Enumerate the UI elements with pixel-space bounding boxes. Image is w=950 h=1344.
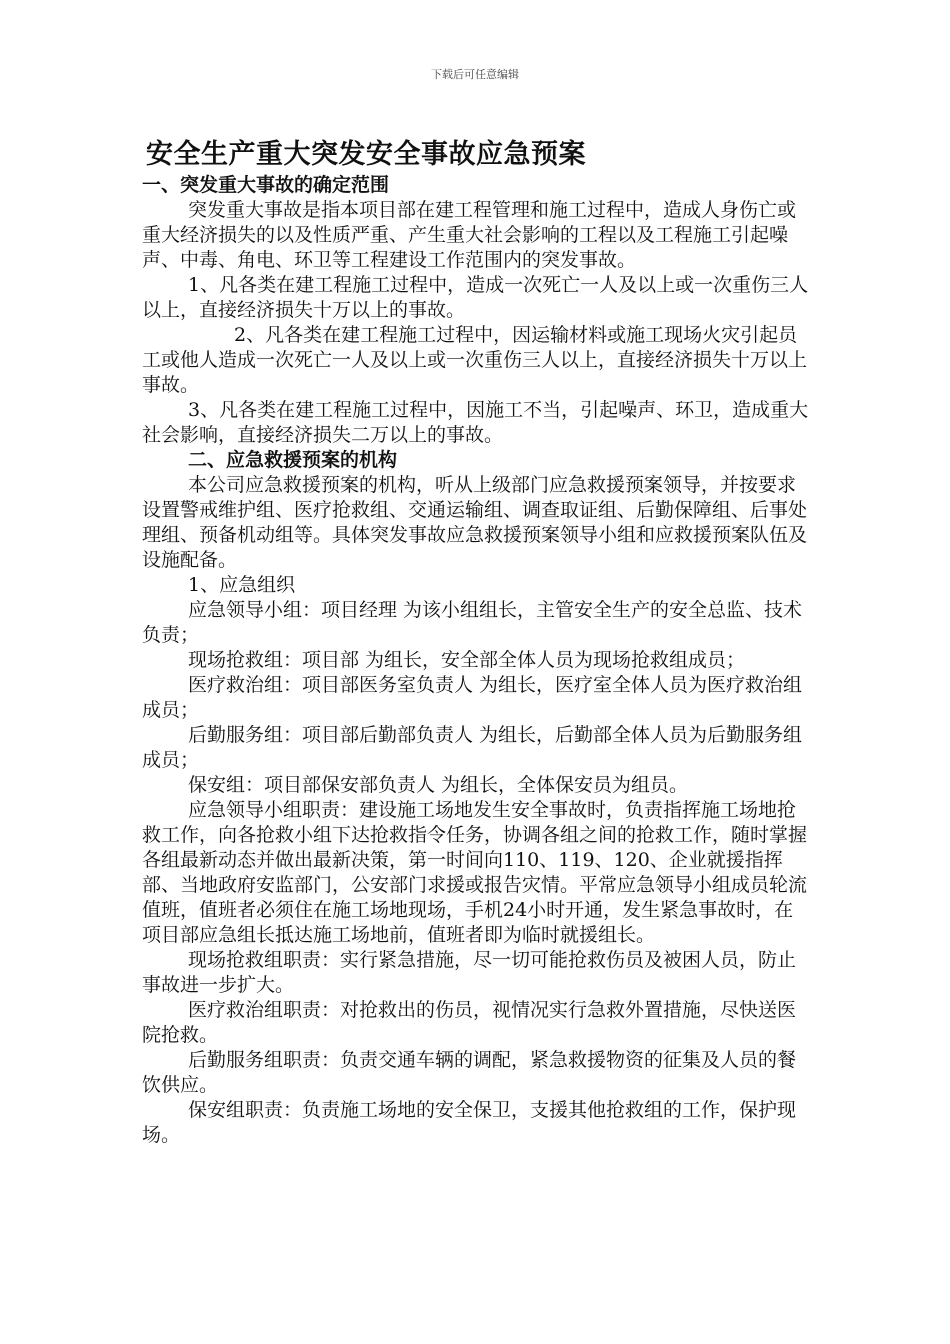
paragraph: 1、凡各类在建工程施工过程中，造成一次死亡一人及以上或一次重伤三人以上，直接经济损失十万以上的事故。 [142, 274, 809, 321]
section-1-heading: 一、突发重大事故的确定范围 [142, 174, 390, 196]
section-2-heading: 二、应急救援预案的机构 [188, 449, 398, 471]
paragraph: 3、凡各类在建工程施工过程中，因施工不当，引起噪声、环卫，造成重大社会影响，直接经济损失二万以上的事故。 [142, 399, 809, 446]
sub-heading: 1、应急组织 [188, 574, 296, 596]
paragraph: 2、凡各类在建工程施工过程中，因运输材料或施工现场火灾引起员工或他人造成一次死亡一人及以上或一次重伤三人以上，直接经济损失十万以上事故。 [142, 324, 808, 396]
list-item: 应急领导小组：项目经理 为该小组组长，主管安全生产的安全总监、技术负责； [142, 599, 803, 646]
list-item: 现场抢救组职责：实行紧急措施，尽一切可能抢救伤员及被困人员，防止事故进一步扩大。 [142, 949, 797, 996]
list-item: 后勤服务组职责：负责交通车辆的调配，紧急救援物资的征集及人员的餐饮供应。 [142, 1049, 797, 1096]
paragraph: 本公司应急救援预案的机构，听从上级部门应急救援预案领导，并按要求设置警戒维护组、医疗抢救组、交通运输组、调查取证组、后勤保障组、后事处理组、预备机动组等。具体突发事故应急救援预案领导小组和应救援预案队伍及设施配备。 [142, 474, 808, 571]
document-title: 安全生产重大突发安全事故应急预案 [146, 139, 586, 170]
list-item: 医疗救治组职责：对抢救出的伤员，视情况实行急救外置措施，尽快送医院抢救。 [142, 999, 797, 1046]
list-item: 保安组职责：负责施工场地的安全保卫，支援其他抢救组的工作，保护现场。 [142, 1099, 797, 1146]
paragraph: 突发重大事故是指本项目部在建工程管理和施工过程中，造成人身伤亡或重大经济损失的以及性质严重、产生重大社会影响的工程以及工程施工引起噪声、中毒、角电、环卫等工程建设工作范围内的突发事故。 [142, 199, 797, 271]
page-header-note: 下载后可任意编辑 [431, 68, 519, 81]
document-body [142, 173, 812, 1148]
list-item: 应急领导小组职责：建设施工场地发生安全事故时，负责指挥施工场地抢救工作，向各抢救小组下达抢救指令任务，协调各组之间的抢救工作，随时掌握各组最新动态并做出最新决策，第一时间向110、119、120、企业就援指挥部、当地政府安监部门，公安部门求援或报告灾情。平常应急领导小组成员轮流值班，值班者必须住在施工场地现场，手机24小时开通，发生紧急事故时，在项目部应急组长抵达施工场地前，值班者即为临时就援组长。 [142, 799, 808, 946]
list-item: 保安组：项目部保安部负责人 为组长，全体保安员为组员。 [188, 774, 689, 796]
list-item: 医疗救治组：项目部医务室负责人 为组长，医疗室全体人员为医疗救治组成员； [142, 674, 803, 721]
list-item: 现场抢救组：项目部 为组长，安全部全体人员为现场抢救组成员； [188, 649, 746, 671]
list-item: 后勤服务组：项目部后勤部负责人 为组长，后勤部全体人员为后勤服务组成员； [142, 724, 803, 771]
